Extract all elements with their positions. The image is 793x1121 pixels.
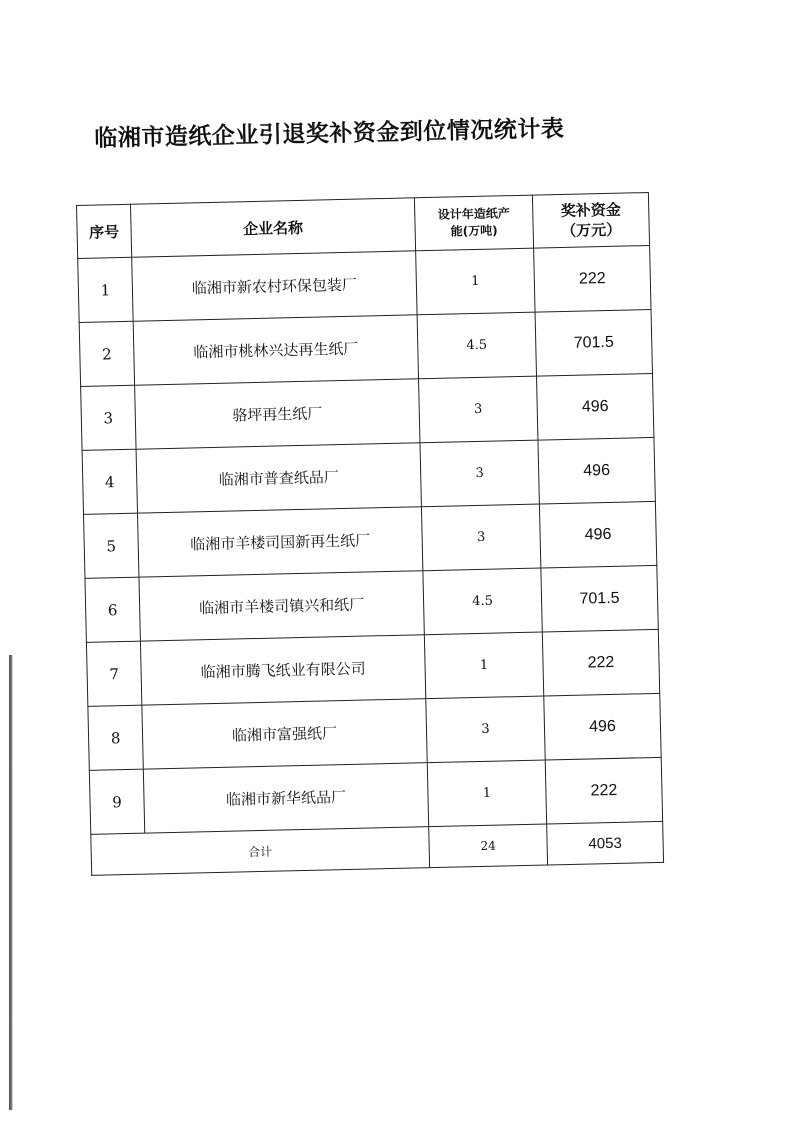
header-capacity-line1: 设计年造纸产 [437, 206, 510, 222]
company-name-cell: 临湘市腾飞纸业有限公司 [140, 635, 425, 705]
seq-cell: 1 [78, 257, 133, 322]
company-name-cell: 临湘市桃林兴达再生纸厂 [133, 315, 418, 385]
seq-cell: 6 [85, 577, 140, 642]
company-name-cell: 临湘市新华纸品厂 [143, 763, 428, 833]
company-name-cell: 临湘市羊楼司国新再生纸厂 [138, 507, 423, 577]
scan-edge-shadow [9, 655, 13, 1110]
fund-cell: 222 [534, 245, 651, 312]
header-fund-line1: 奖补资金 [560, 200, 621, 221]
capacity-cell: 3 [426, 696, 545, 763]
fund-cell: 496 [538, 437, 655, 504]
statistics-table [76, 192, 664, 876]
company-name-cell: 临湘市普查纸品厂 [136, 443, 421, 513]
fund-cell: 496 [544, 693, 661, 760]
company-name-cell: 临湘市富强纸厂 [142, 699, 427, 769]
total-fund-cell: 4053 [547, 821, 664, 865]
fund-cell: 701.5 [535, 309, 652, 376]
capacity-cell: 1 [416, 248, 535, 315]
total-label-cell: 合计 [91, 827, 430, 876]
fund-cell: 496 [537, 373, 654, 440]
header-fund [532, 193, 649, 249]
statistics-table-container [76, 192, 664, 876]
capacity-cell: 3 [420, 440, 539, 507]
capacity-cell: 3 [419, 376, 538, 443]
seq-cell: 2 [79, 321, 134, 386]
capacity-cell: 4.5 [417, 312, 536, 379]
seq-cell: 4 [82, 449, 137, 514]
fund-cell: 222 [545, 757, 662, 824]
seq-cell: 7 [86, 641, 141, 706]
header-seq: 序号 [77, 204, 132, 258]
capacity-cell: 1 [427, 760, 546, 827]
capacity-cell: 1 [424, 632, 543, 699]
header-capacity-line2: 能(万吨) [450, 223, 498, 239]
company-name-cell: 临湘市羊楼司镇兴和纸厂 [139, 571, 424, 641]
page-title: 临湘市造纸企业引退奖补资金到位情况统计表 [94, 116, 565, 152]
fund-cell: 222 [542, 629, 659, 696]
seq-cell: 9 [89, 769, 144, 834]
capacity-cell: 4.5 [423, 568, 542, 635]
seq-cell: 3 [81, 385, 136, 450]
seq-cell: 5 [84, 513, 139, 578]
header-company-name: 企业名称 [130, 198, 415, 257]
seq-cell: 8 [88, 705, 143, 770]
capacity-cell: 3 [421, 504, 540, 571]
fund-cell: 701.5 [541, 565, 658, 632]
fund-cell: 496 [539, 501, 656, 568]
total-capacity-cell: 24 [429, 824, 548, 868]
header-capacity [414, 195, 533, 251]
company-name-cell: 临湘市新农村环保包装厂 [132, 251, 417, 321]
header-fund-line2: （万元） [560, 220, 622, 240]
company-name-cell: 骆坪再生纸厂 [135, 379, 420, 449]
